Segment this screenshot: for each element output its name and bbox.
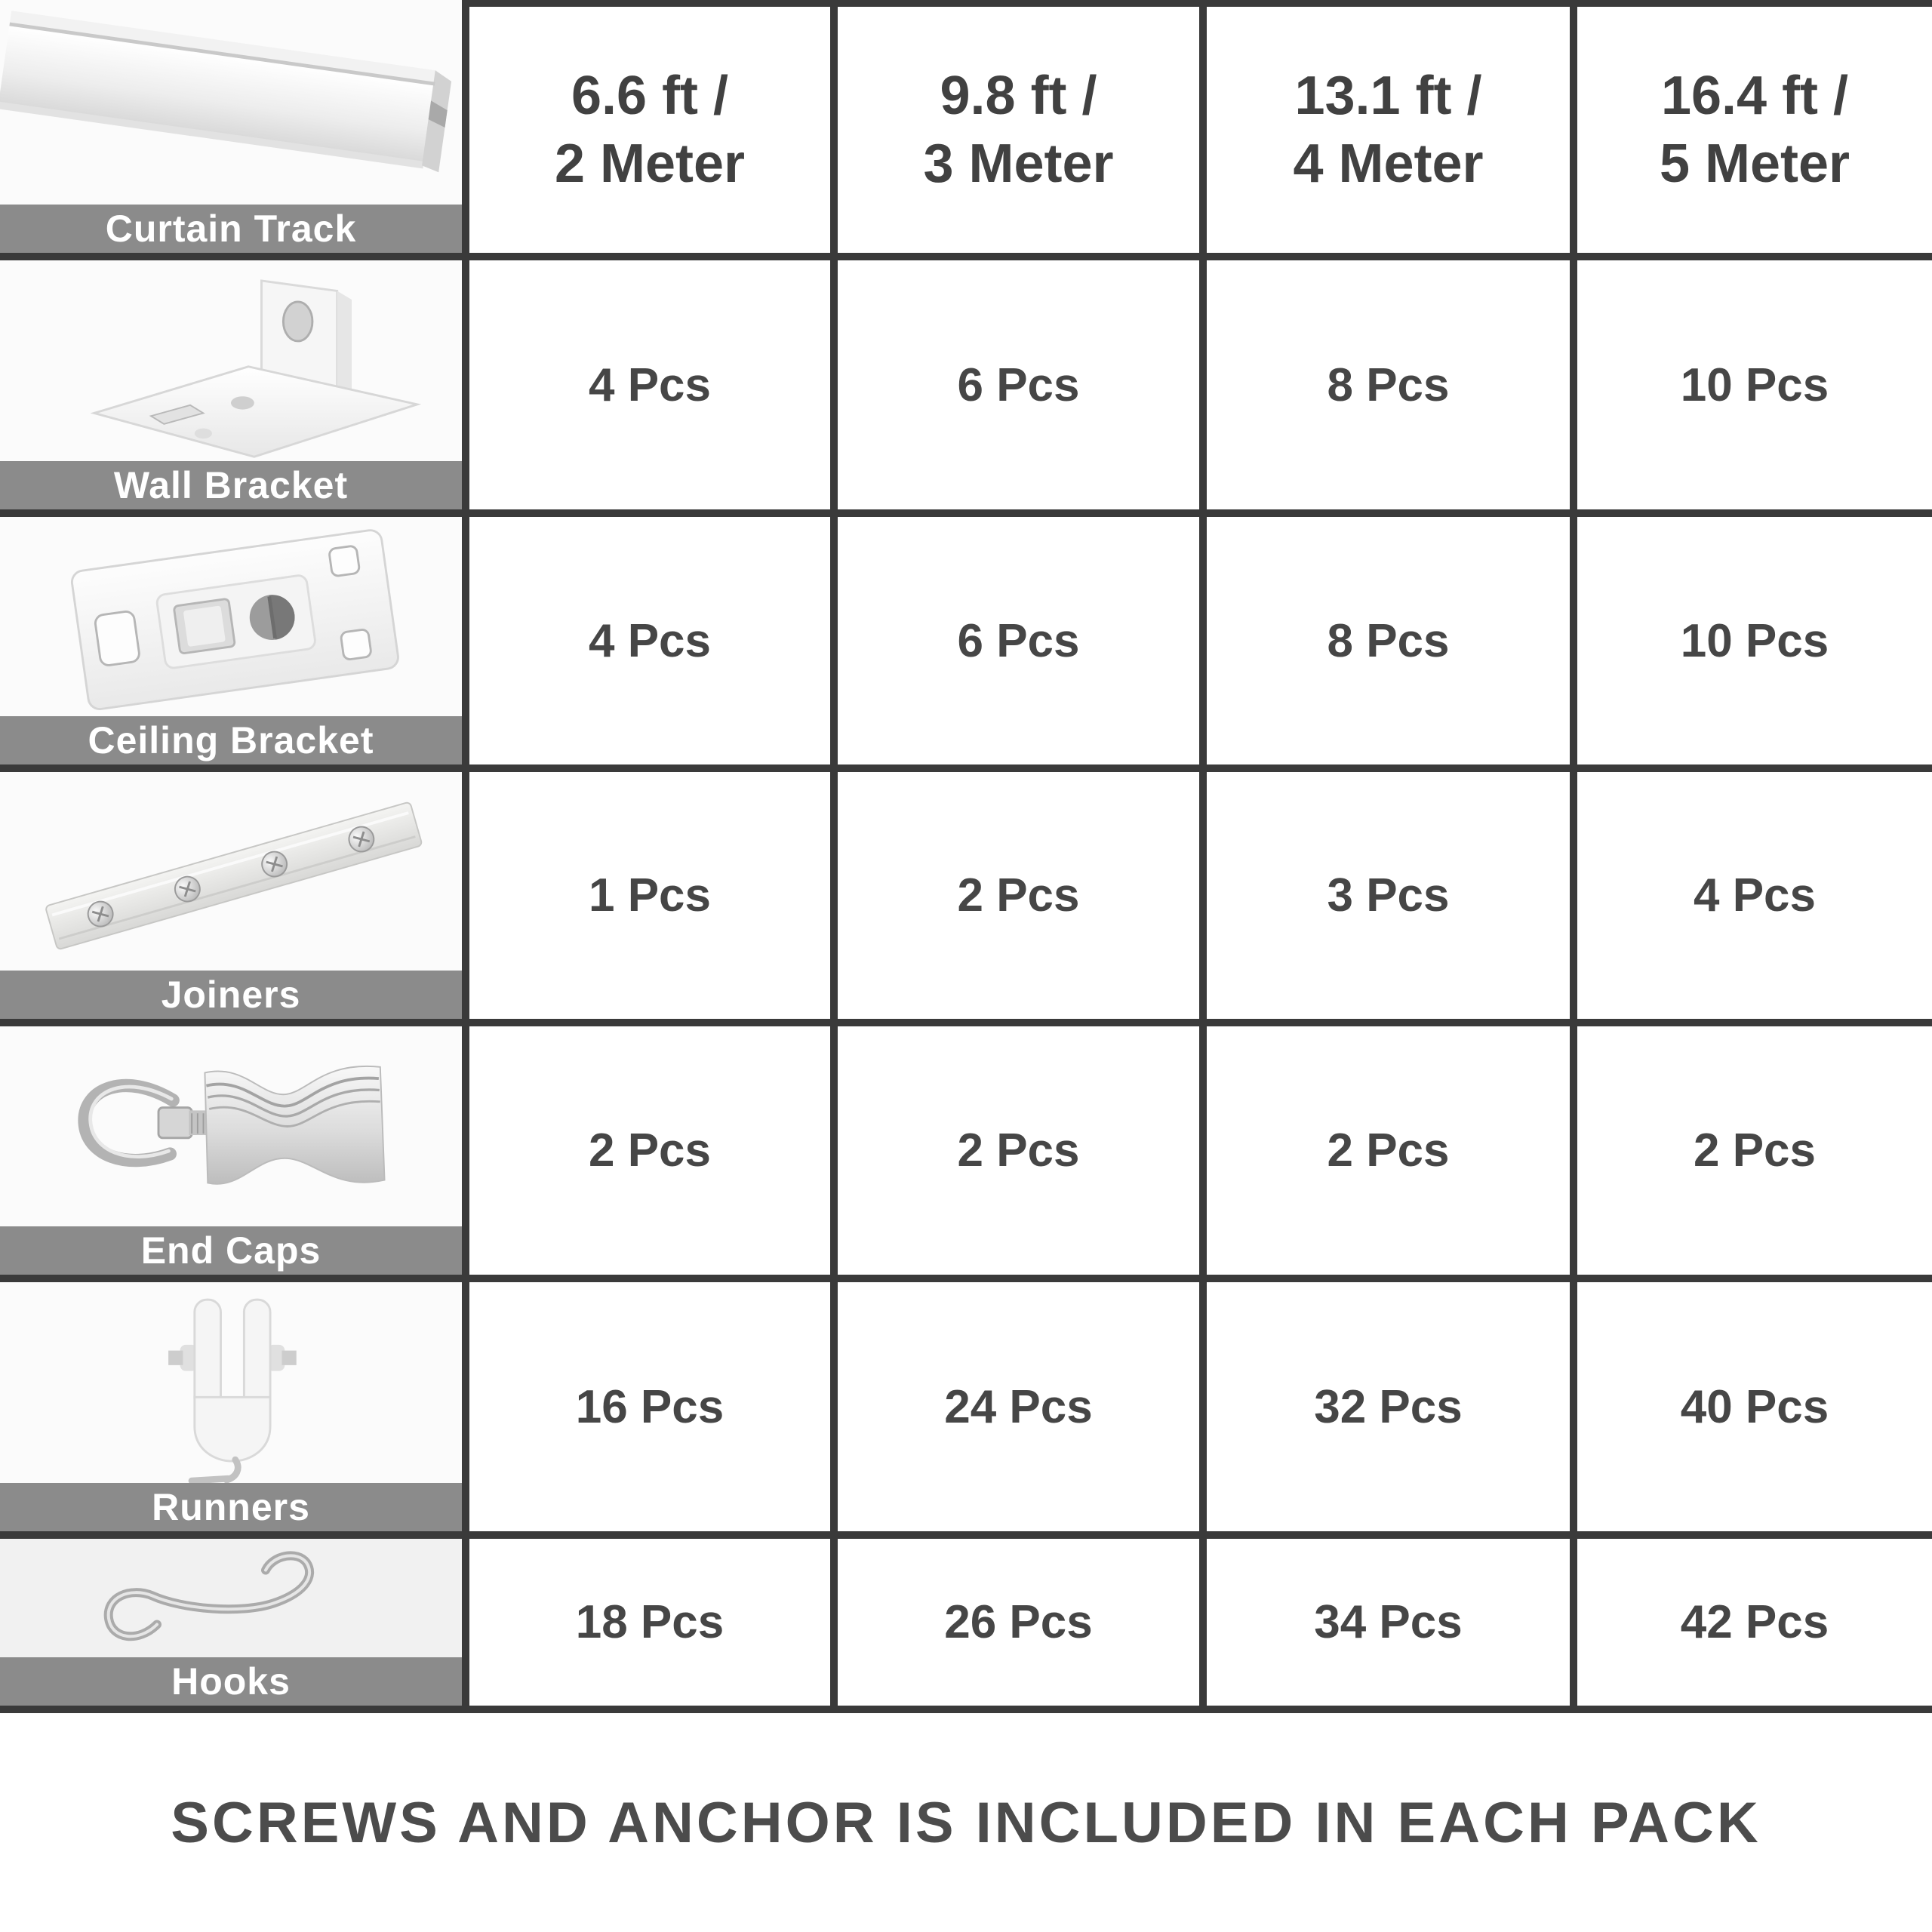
row-label: Curtain Track xyxy=(105,208,357,250)
runners-qty-4m: 32 Pcs xyxy=(1199,1282,1570,1539)
row-label-bar xyxy=(0,1483,462,1531)
runners-qty-5m: 40 Pcs xyxy=(1570,1282,1932,1539)
ceiling-bracket-qty-2m: 4 Pcs xyxy=(462,517,830,772)
end-caps-icon xyxy=(0,1026,462,1226)
size-line2: 5 Meter xyxy=(1659,134,1850,194)
wall-bracket-qty-4m: 8 Pcs xyxy=(1199,260,1570,517)
size-line2: 3 Meter xyxy=(923,134,1114,194)
runners-photo xyxy=(0,1282,462,1483)
curtain-track-icon xyxy=(0,0,462,205)
size-header-4-meter xyxy=(1199,0,1570,260)
joiners-qty-2m: 1 Pcs xyxy=(462,772,830,1026)
joiners-qty-3m: 2 Pcs xyxy=(830,772,1199,1026)
size-line1: 13.1 ft / xyxy=(1294,66,1482,126)
ceiling-bracket-cell xyxy=(0,517,462,772)
joiners-icon xyxy=(0,772,462,971)
row-label-bar xyxy=(0,205,462,253)
hooks-photo xyxy=(0,1539,462,1657)
hooks-qty-3m: 26 Pcs xyxy=(830,1539,1199,1713)
runners-icon xyxy=(0,1282,462,1483)
row-label: End Caps xyxy=(140,1229,321,1272)
end-caps-qty-2m: 2 Pcs xyxy=(462,1026,830,1282)
row-label-bar xyxy=(0,971,462,1019)
joiners-cell xyxy=(0,772,462,1026)
ceiling-bracket-icon xyxy=(0,517,462,716)
size-line1: 16.4 ft / xyxy=(1660,66,1849,126)
row-label-bar xyxy=(0,716,462,764)
size-header-5-meter xyxy=(1570,0,1932,260)
joiners-qty-5m: 4 Pcs xyxy=(1570,772,1932,1026)
wall-bracket-qty-2m: 4 Pcs xyxy=(462,260,830,517)
end-caps-qty-5m: 2 Pcs xyxy=(1570,1026,1932,1282)
curtain-track-cell xyxy=(0,0,462,260)
row-label: Joiners xyxy=(161,974,301,1016)
size-line2: 2 Meter xyxy=(554,134,746,194)
hooks-qty-5m: 42 Pcs xyxy=(1570,1539,1932,1713)
wall-bracket-icon xyxy=(0,260,462,461)
ceiling-bracket-qty-5m: 10 Pcs xyxy=(1570,517,1932,772)
row-label: Wall Bracket xyxy=(113,464,349,506)
size-line1: 6.6 ft / xyxy=(571,66,729,126)
row-label-bar xyxy=(0,461,462,509)
wall-bracket-qty-5m: 10 Pcs xyxy=(1570,260,1932,517)
wall-bracket-cell xyxy=(0,260,462,517)
ceiling-bracket-photo xyxy=(0,517,462,716)
runners-qty-2m: 16 Pcs xyxy=(462,1282,830,1539)
row-label-bar xyxy=(0,1657,462,1706)
hooks-qty-4m: 34 Pcs xyxy=(1199,1539,1570,1713)
end-caps-qty-3m: 2 Pcs xyxy=(830,1026,1199,1282)
row-label: Hooks xyxy=(171,1660,291,1703)
wall-bracket-qty-3m: 6 Pcs xyxy=(830,260,1199,517)
footer-note: SCREWS AND ANCHOR IS INCLUDED IN EACH PACK xyxy=(171,1790,1761,1855)
ceiling-bracket-qty-4m: 8 Pcs xyxy=(1199,517,1570,772)
joiners-photo xyxy=(0,772,462,971)
ceiling-bracket-qty-3m: 6 Pcs xyxy=(830,517,1199,772)
curtain-track-photo xyxy=(0,0,462,205)
row-label: Ceiling Bracket xyxy=(88,719,374,761)
runners-cell xyxy=(0,1282,462,1539)
hooks-cell xyxy=(0,1539,462,1713)
joiners-qty-4m: 3 Pcs xyxy=(1199,772,1570,1026)
hooks-icon xyxy=(0,1539,462,1657)
end-caps-photo xyxy=(0,1026,462,1226)
hooks-qty-2m: 18 Pcs xyxy=(462,1539,830,1713)
size-header-2-meter xyxy=(462,0,830,260)
row-label: Runners xyxy=(152,1486,310,1528)
runners-qty-3m: 24 Pcs xyxy=(830,1282,1199,1539)
size-line2: 4 Meter xyxy=(1293,134,1484,194)
end-caps-qty-4m: 2 Pcs xyxy=(1199,1026,1570,1282)
size-line1: 9.8 ft / xyxy=(940,66,1097,126)
size-header-3-meter xyxy=(830,0,1199,260)
end-caps-cell xyxy=(0,1026,462,1282)
row-label-bar xyxy=(0,1226,462,1275)
wall-bracket-photo xyxy=(0,260,462,461)
